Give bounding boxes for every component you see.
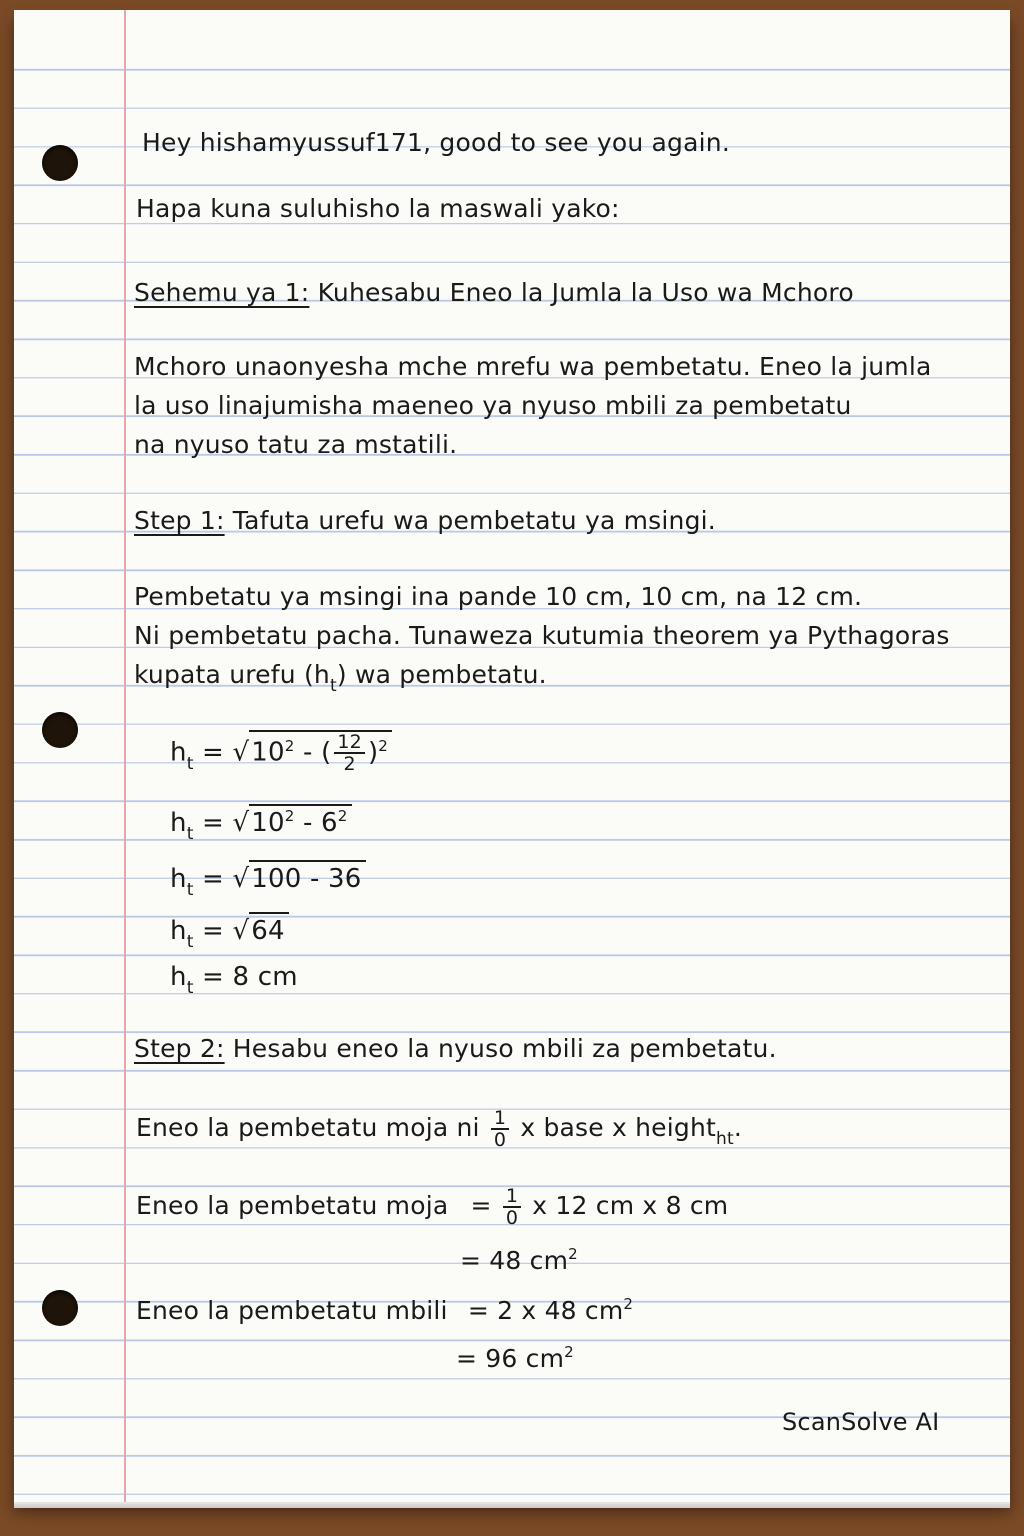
radicand: 64 (249, 912, 288, 948)
step1-text-line: Pembetatu ya msingi ina pande 10 cm, 10 cm, na 12 cm. (134, 582, 863, 611)
eq-sub: t (186, 753, 194, 774)
description-line: na nyuso tatu za mstatili. (134, 430, 458, 459)
eq-sub: t (186, 932, 194, 952)
exponent: 2 (564, 1343, 574, 1361)
equation-line-1 (170, 730, 392, 774)
fraction-numerator: 1 (503, 1186, 521, 1208)
fraction-denominator: 2 (343, 753, 356, 775)
exponent: 2 (284, 807, 295, 825)
calc1-result-line (460, 1246, 578, 1275)
calc2-line (136, 1296, 633, 1325)
equals-sign: = (202, 864, 225, 894)
binder-hole (42, 712, 78, 748)
fraction-denominator: 0 (493, 1129, 507, 1151)
radicand: 100 - 36 (249, 860, 365, 896)
intro-line: Hapa kuna suluhisho la maswali yako: (136, 194, 620, 223)
equals-sign: = (470, 1191, 492, 1220)
section-title: Kuhesabu Eneo la Jumla la Uso wa Mchoro (317, 278, 854, 307)
equals-sign: = (202, 808, 225, 838)
calc1-result: = 48 cm (460, 1246, 569, 1275)
equals-sign: = (202, 916, 225, 946)
section-label: Sehemu ya 1: (134, 278, 310, 307)
notebook-page (14, 10, 1010, 1502)
exponent: 2 (378, 736, 389, 755)
radicand-term: - ( (294, 737, 332, 768)
fraction (491, 1108, 509, 1150)
step2-title: Hesabu eneo la nyuso mbili za pembetatu. (232, 1034, 777, 1063)
step1-label: Step 1: (134, 506, 225, 535)
eq-sub: t (186, 880, 194, 900)
step1-heading (134, 506, 716, 535)
step1-text-end: ) wa pembetatu. (336, 660, 547, 689)
equals-sign: = (202, 737, 225, 768)
formula-prefix: Eneo la pembetatu moja ni (136, 1113, 480, 1142)
eq-var: h (170, 737, 187, 768)
step2-heading (134, 1034, 777, 1063)
calc2-result: = 96 cm (456, 1344, 565, 1373)
description-line: la uso linajumisha maeneo ya nyuso mbili za pembetatu (134, 391, 852, 420)
calc2-expression: = 2 x 48 cm (467, 1296, 624, 1325)
margin-line (124, 10, 126, 1502)
height-subscript: t (329, 676, 337, 696)
step1-text-line (134, 660, 547, 696)
height-variable: h (313, 660, 330, 689)
step1-title: Tafuta urefu wa pembetatu ya msingi. (232, 506, 716, 535)
calc2-result-line (456, 1344, 574, 1373)
description-line: Mchoro unaonyesha mche mrefu wa pembetatu. Eneo la jumla (134, 352, 932, 381)
equation-line-4 (170, 912, 289, 952)
sqrt-symbol: √ (232, 916, 250, 946)
calc2-label: Eneo la pembetatu mbili (136, 1296, 448, 1325)
radicand-term: - 6 (294, 808, 338, 838)
radicand (249, 804, 351, 843)
sqrt-symbol: √ (232, 864, 250, 894)
section-heading (134, 278, 854, 307)
binder-hole (42, 1290, 78, 1326)
step1-text-start: kupata urefu ( (134, 660, 314, 689)
calc1-label: Eneo la pembetatu moja (136, 1191, 449, 1220)
exponent: 2 (337, 807, 348, 825)
radicand-term: ) (367, 737, 379, 768)
exponent: 2 (284, 736, 295, 755)
equation-line-2 (170, 804, 352, 843)
height-result: 8 cm (232, 962, 298, 992)
equals-sign: = (202, 962, 225, 992)
step1-text-line: Ni pembetatu pacha. Tunaweza kutumia theorem ya Pythagoras (134, 621, 950, 650)
fraction-denominator: 0 (505, 1207, 519, 1229)
formula-end: . (733, 1113, 743, 1142)
eq-var: h (170, 962, 187, 992)
eq-var: h (170, 864, 187, 894)
formula-subscript: ht (716, 1129, 734, 1149)
fraction (503, 1186, 521, 1228)
greeting: Hey hishamyussuf171, good to see you again. (142, 128, 730, 157)
radicand-term: 10 (251, 737, 285, 768)
signature: ScanSolve AI (782, 1408, 940, 1436)
binder-hole (42, 145, 78, 181)
radicand (249, 730, 392, 774)
formula-middle: x base x height (520, 1113, 717, 1142)
fraction (334, 732, 365, 774)
step2-label: Step 2: (134, 1034, 225, 1063)
fraction-numerator: 12 (334, 732, 365, 754)
equation-line-3 (170, 860, 366, 900)
eq-var: h (170, 808, 187, 838)
exponent: 2 (623, 1295, 634, 1313)
calc1-expression: x 12 cm x 8 cm (532, 1191, 729, 1220)
exponent: 2 (568, 1245, 578, 1263)
radicand-term: 10 (251, 808, 285, 838)
equation-line-5 (170, 962, 298, 998)
calc1-line (136, 1186, 728, 1228)
fraction-numerator: 1 (491, 1108, 509, 1130)
eq-var: h (170, 916, 187, 946)
sqrt-symbol: √ (232, 808, 250, 838)
eq-sub: t (186, 824, 194, 844)
area-formula (136, 1108, 742, 1150)
eq-sub: t (186, 978, 194, 998)
sqrt-symbol: √ (232, 737, 250, 768)
